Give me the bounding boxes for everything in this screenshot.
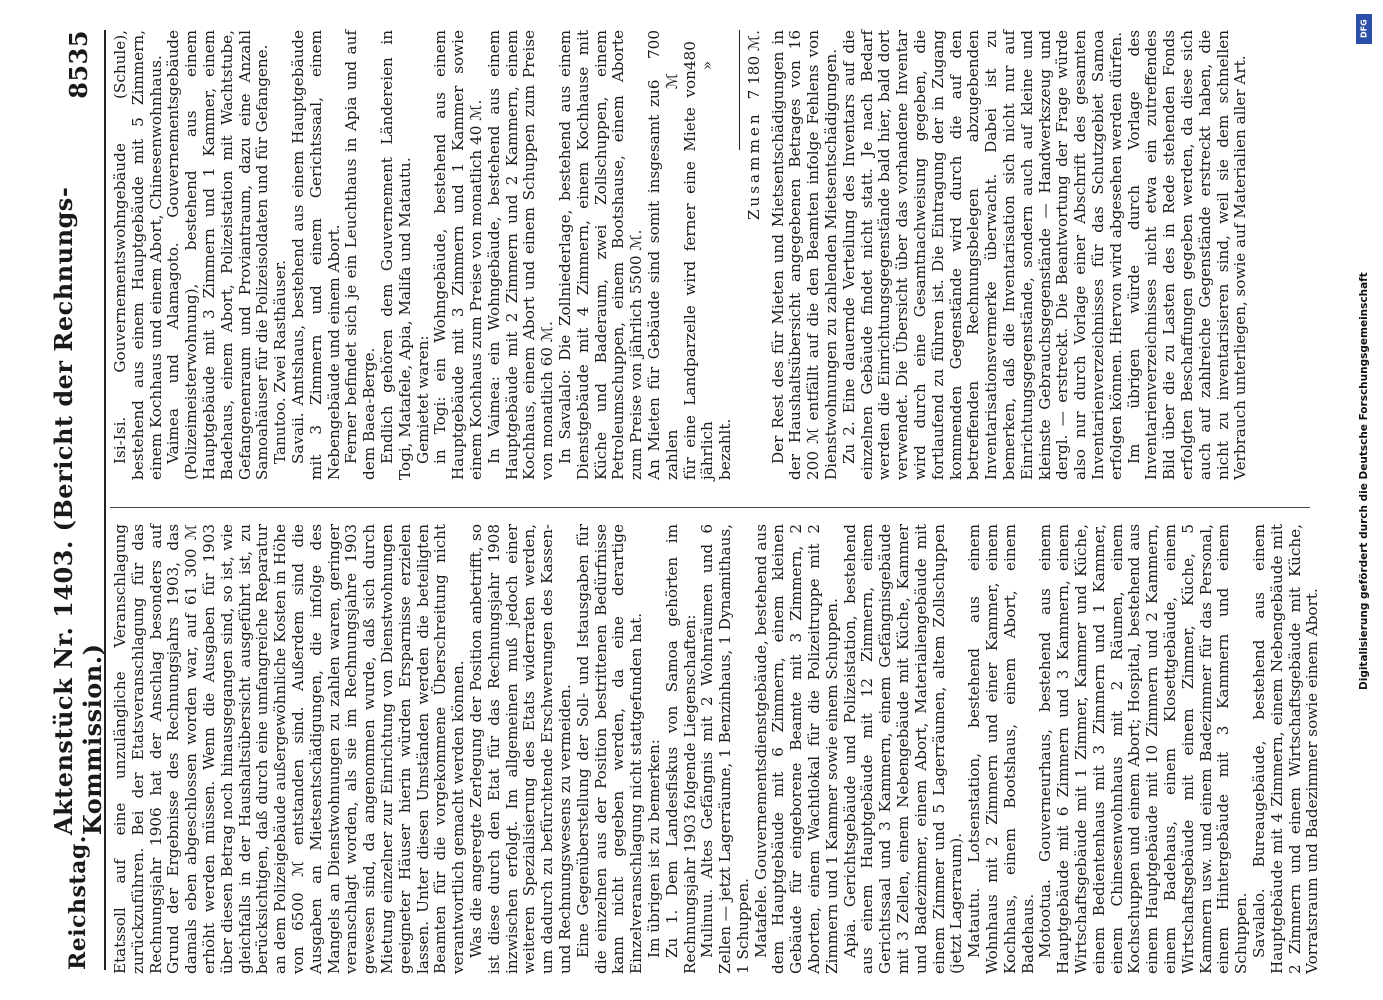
sum-rule bbox=[739, 30, 740, 150]
page-header bbox=[49, 30, 107, 970]
funding-note bbox=[1355, 6, 1377, 986]
sum-row bbox=[746, 30, 764, 480]
paragraph: Matafele. Gouvernementsdienstgebäude, bestehend aus dem Hauptgebäude mit 6 Zimmern, einem kleinen Gebäude für eingeborene Beamte mit 3 Zimmern, 2 Aborten, einem Wachtlokal für die Polizeitruppe mit 2 Zimmern und 1 Kammer sowie einem Schuppen. bbox=[751, 524, 841, 974]
paragraph: Vaimea und Alamagoto. Gouvernementsgebäude (Polizeimeisterwohnung), bestehend aus einem Hauptgebäude mit 3 Zimmern und 1 Kammer, einem Badehaus, einem Abort, Polizeistation mit Wachtstube, Gefangenenraum und Proviantraum, dazu eine Anzahl Samoahäuser für die Polizeisoldaten und für Gefangene. bbox=[164, 30, 272, 480]
header-divider bbox=[104, 30, 106, 970]
paragraph: Tanutoo. Zwei Rasthäuser. bbox=[271, 259, 290, 464]
header-center: Aktenstück Nr. 1403. (Bericht der Rechnungs-Kommission.) bbox=[49, 186, 107, 836]
paragraph: Im übrigen würde durch Vorlage des Inventarienverzeichnisses nicht etwa ein zutreffendes Bild über die zu Lasten des in Rede stehenden Fonds erfolgten Beschaffungen gegeben werden, da diese sich auch auf zahlreiche Gegenstände erstreckt haben, die nicht zu inventarisieren sind, weil sie dem schnellen Verbrauch unterliegen, sowie auf Materialien aller Art. bbox=[1124, 30, 1250, 480]
paragraph: Etatssoll auf eine unzulängliche Veranschlagung zurückzuführen. Bei der Etatsveranschlagung für das Rechnungsjahr 1906 hat der Anschlag besonders auf Grund der Ergebnisse des Rechnungsjahrs 1903, das damals eben abgeschlossen worden war, auf 61 300 ℳ erhöht werden müssen. Wenn die Ausgaben für 1903 über diesen Betrag noch hinausgegangen sind, so ist, wie gleichfalls in der Haushaltsübersicht ausgeführt ist, zu berücksichtigen, daß durch eine umfangreiche Reparatur an dem Polizeigebäude außergewöhnliche Kosten in Höhe von 6500 ℳ entstanden sind. Außerdem sind die Ausgaben an Mietsentschädigungen, die infolge des Mangels an Dienstwohnungen zu zahlen waren, geringer veranschlagt worden, als sie im Rechnungsjahre 1903 gewesen sind, da angenommen wurde, daß sich durch Mietung einzelner zur Einrichtung von Dienstwohnungen geeigneter Häuser hierin würden Ersparnisse erzielen lassen. Unter diesen Umständen werden die beteiligten Beamten für die vorgekommene Überschreitung nicht verantwortlich gemacht werden können. bbox=[111, 524, 468, 974]
page-number: 8535 bbox=[63, 30, 93, 99]
rent-line-1 bbox=[646, 30, 682, 480]
paragraph: Motootua. Gouverneurhaus, bestehend aus einem Hauptgebäude mit 6 Zimmern und 3 Kammern, einem Wirtschaftsgebäude mit 1 Zimmer, Kammer und Küche, einem Bedientenhaus mit 3 Zimmern und 1 Kammer, einem Chinesenwohnhaus mit 2 Räumen, einem Kochschuppen und einem Abort; Hospital, bestehend aus einem Hauptgebäude mit 10 Zimmern und 2 Kammern, einem Badehaus, einem Klosettgebäude, einem Wirtschaftsgebäude mit einem Zimmer, Küche, 5 Kammern usw. und einem Badezimmer für das Personal, einem Hintergebäude mit 3 Kammern und einem Schuppen. bbox=[1036, 524, 1251, 974]
paragraph: Endlich gehören dem Gouvernement Ländereien in Togi, Matafele, Apia, Malifa und Matautu. bbox=[377, 30, 414, 480]
rent-line-2 bbox=[682, 30, 718, 480]
paragraph: in Togi: ein Wohngebäude, bestehend aus einem Hauptgebäude mit 3 Zimmern und 1 Kammer sowie einem Kochhaus zum Preise von monatlich 40 ℳ. bbox=[431, 30, 485, 480]
paragraph: Eine Gegenüberstellung der Soll- und Istausgaben für die einzelnen aus der Position bestrittenen Bedürfnisse kann nicht gegeben werden, da eine derartige Einzelveranschlagung nicht stattgefunden hat. bbox=[573, 524, 646, 974]
paragraph: Savaii. Amtshaus, bestehend aus einem Hauptgebäude mit 3 Zimmern und einem Gerichtssaal, einem Nebengebäude und einem Abort. bbox=[288, 30, 343, 480]
paragraph: Savalalo. Bureaugebäude, bestehend aus einem Hauptgebäude mit 4 Zimmern, einem Nebengebäude mit 2 Zimmern und einem Wirtschaftsgebäude mit Küche, Vorratsraum und Badezimmer sowie einem Abort. bbox=[1250, 524, 1322, 974]
sum-amount: 7 180 ℳ. bbox=[744, 30, 763, 100]
dfg-logo: DFG bbox=[1356, 14, 1372, 44]
paragraph: In Savalalo: Die Zollniederlage, bestehend aus einem Dienstgebäude mit 4 Zimmern, einem Kochhause mit Küche und Baderaum, zwei Zollschuppen, einem Petroleumschuppen, einem Bootshause, einem Aborte zum Preise von jährlich 5500 ℳ. bbox=[555, 30, 646, 480]
paragraph: Im übrigen ist zu bemerken: bbox=[644, 739, 663, 958]
rent-label-2: für eine Landparzelle wird ferner eine Miete von jährlich bbox=[680, 70, 717, 480]
funding-text: Digitalisierung gefördert durch die Deutsche Forschungsgemeinschaft bbox=[1358, 272, 1370, 690]
paragraph: Was die angeregte Zerlegung der Position anbetrifft, so ist diese durch den Etat für das Rechnungsjahr 1908 inzwischen erfolgt. Im allgemeinen muß jedoch einer weiteren Spezialisierung des Etats widerraten werden, um dadurch zu befürchtende Erschwerungen des Kassen- und Rechnungswesens zu vermeiden. bbox=[466, 524, 574, 974]
rent-label-1: An Mieten für Gebäude sind somit insgesamt zu zahlen bbox=[644, 89, 681, 480]
paragraph: In Vaimea: ein Wohngebäude, bestehend aus einem Hauptgebäude mit 2 Zimmern und 2 Kammern, einem Kochhaus, einem Abort und einem Schuppen zum Preise von monatlich 60 ℳ. bbox=[484, 30, 557, 480]
left-column bbox=[112, 524, 1322, 974]
rent-amount-1: 6 700 ℳ bbox=[644, 30, 681, 90]
paragraph: Matautu. Lotsenstation, bestehend aus einem Wohnhaus mit 2 Zimmern und einer Kammer, einem Kochhaus, einem Bootshaus, einem Abort, einem Badehaus. bbox=[965, 524, 1037, 974]
rent-amount-2: 480 » bbox=[680, 41, 717, 71]
header-left: Reichstag. bbox=[65, 835, 91, 970]
paragraph: Ferner befindet sich je ein Leuchthaus in Apia und auf dem Baea-Berge. bbox=[342, 30, 379, 480]
sum-label: Zusammen bbox=[744, 111, 763, 221]
paragraph: Zu 1. Dem Landesfiskus von Samoa gehörten im Rechnungsjahr 1903 folgende Liegenschaften: bbox=[662, 524, 699, 974]
right-column bbox=[112, 30, 1250, 480]
paragraph: Gemietet waren: bbox=[413, 335, 432, 464]
column-separator bbox=[110, 507, 1310, 508]
paragraph: Mulinuu. Altes Gefängnis mit 2 Wohnräumen und 6 Zellen — jetzt Lagerräume, 1 Benzinhaus, 1 Dynamithaus, 1 Schuppen. bbox=[698, 524, 752, 974]
paragraph: Apia. Gerichtsgebäude und Polizeistation, bestehend aus einem Hauptgebäude mit 12 Zimmern, einem Gerichtssaal und 3 Kammern, einem Gefängnisgebäude mit 3 Zellen, einem Nebengebäude mit Küche, Kammer und Badezimmer, einem Abort, Materialiengebäude mit einem Zimmer und 5 Lagerräumen, altem Zollschuppen (jetzt Lagerraum). bbox=[840, 524, 966, 974]
paragraph: Zu 2. Eine dauernde Verteilung des Inventars auf die einzelnen Gebäude findet nicht statt. Je nach Bedarf werden die Einrichtungsgegenstände bald hier, bald dort verwendet. Die Übersicht über das vorhandene Inventar wird durch eine Gesamtnachweisung gegeben, die fortlaufend zu führen ist. Die Eintragung der in Zugang kommenden Gegenstände wird durch die auf den betreffenden Rechnungsbelegen abzugebenden Inventarisationsvermerke überwacht. Dabei ist zu bemerken, daß die Inventarisation sich nicht nur auf Einrichtungsgegenstände, sondern auch auf kleine und kleinste Gebrauchsgegenstände — Handwerkszeug und dergl. — erstreckt. Die Beantwortung der Frage würde also nur durch Vorlage einer Abschrift des gesamten Inventarienverzeichnisses für das Schutzgebiet Samoa erfolgen können. Hiervon wird abgesehen werden dürfen. bbox=[839, 30, 1125, 480]
rent-line-3: bezahlt. bbox=[716, 418, 735, 480]
paragraph: Isi-Isi. Gouvernementswohngebäude (Schule), bestehend aus einem Hauptgebäude mit 5 Zimmern, einem Kochhaus und einem Abort, Chinesenwohnhaus. bbox=[111, 30, 165, 480]
paragraph: Der Rest des für Mieten und Mietsentschädigungen in der Haushaltsübersicht angegebenen Betrages von 16 200 ℳ entfällt auf die den Beamten infolge Fehlens von Dienstwohnungen zu zahlenden Mietsentschädigungen. bbox=[768, 30, 841, 480]
